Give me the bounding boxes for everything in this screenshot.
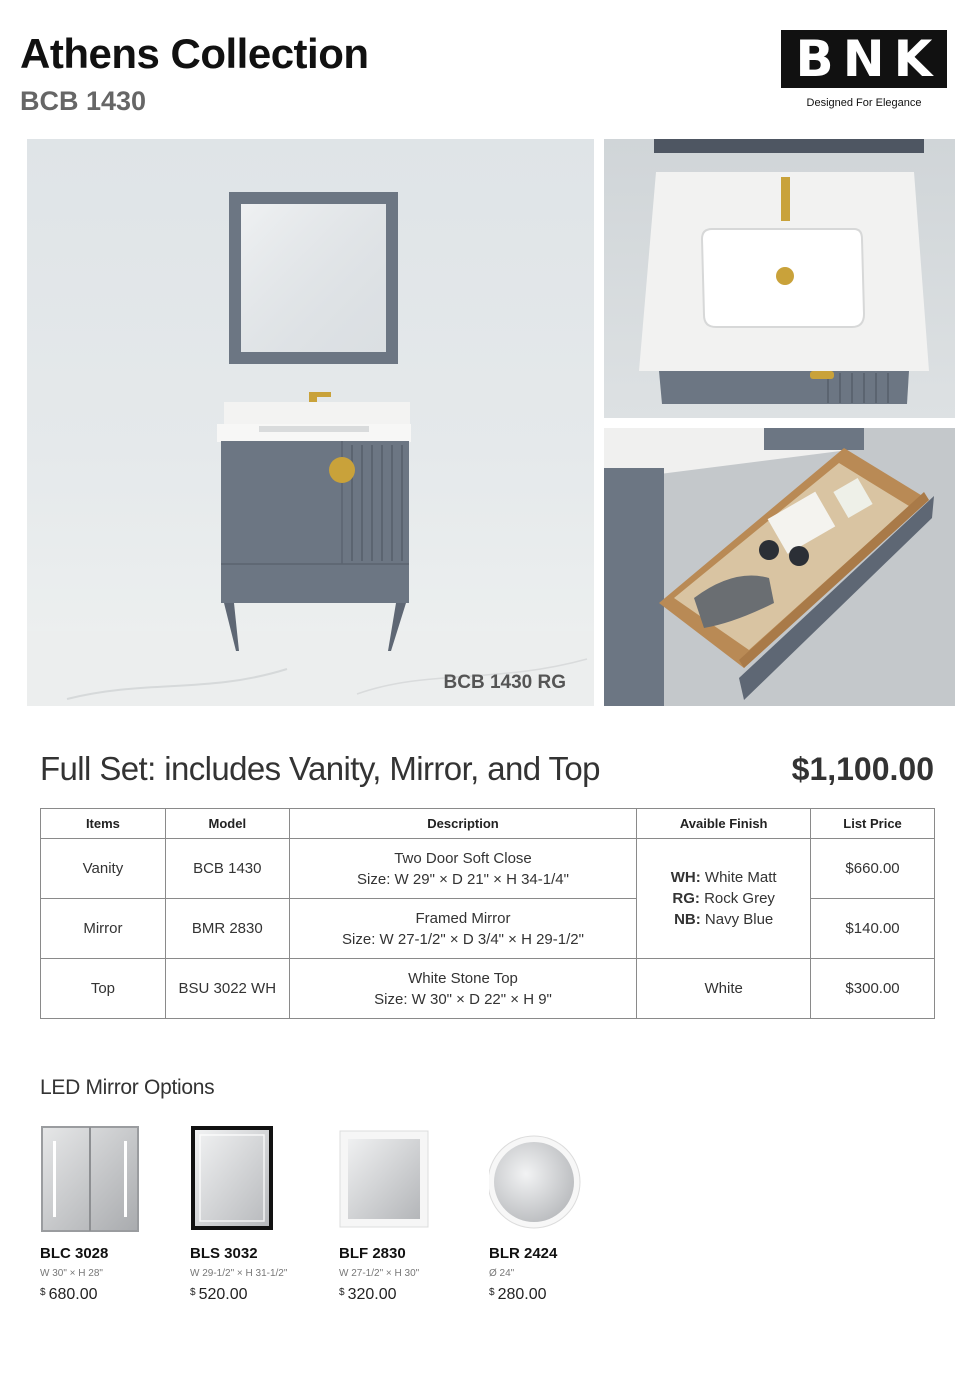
led-price: $ 280.00 <box>489 1286 547 1303</box>
desc-line: White Stone Top <box>408 969 518 987</box>
row-description <box>289 899 637 959</box>
row-item: Top <box>41 959 166 1019</box>
row-item: Mirror <box>41 899 166 959</box>
led-section-title: LED Mirror Options <box>40 1076 215 1099</box>
led-dimensions: W 30" × H 28" <box>40 1268 103 1279</box>
row-model: BSU 3022 WH <box>165 959 289 1019</box>
model-subtitle: BCB 1430 <box>20 86 147 116</box>
led-price: $ 320.00 <box>339 1286 397 1303</box>
row-finish: White <box>637 959 811 1019</box>
table-header-row <box>41 809 935 839</box>
spec-table <box>40 808 935 1019</box>
col-model: Model <box>165 809 289 839</box>
full-set-title: Full Set: includes Vanity, Mirror, and Top <box>40 750 600 787</box>
led-model: BLR 2424 <box>489 1245 558 1262</box>
desc-size: Size: W 29" × D 21" × H 34-1/4" <box>357 870 569 888</box>
finish-nb: NB: Navy Blue <box>674 911 774 928</box>
row-price: $300.00 <box>811 959 935 1019</box>
brand-logo <box>781 30 947 109</box>
door-handle <box>329 457 355 483</box>
row-description <box>289 839 637 899</box>
drain <box>776 267 794 285</box>
logo-letter-n: N <box>842 30 885 88</box>
led-option-blf <box>339 1125 489 1304</box>
logo-mark <box>781 30 947 88</box>
black-frame-led-mirror-image <box>190 1125 340 1233</box>
logo-letter-b: B <box>795 30 834 88</box>
vanity-cabinet <box>221 441 409 603</box>
led-model: BLS 3032 <box>190 1245 258 1262</box>
led-dimensions: W 27-1/2" × H 30" <box>339 1268 420 1279</box>
led-price: $ 680.00 <box>40 1286 98 1303</box>
faucet-top <box>781 177 790 221</box>
finish-wh: WH: White Matt <box>670 869 777 886</box>
col-list-price: List Price <box>811 809 935 839</box>
led-option-blc <box>40 1125 190 1304</box>
full-set-price: $1,100.00 <box>791 751 934 787</box>
col-items: Items <box>41 809 166 839</box>
desc-line: Two Door Soft Close <box>394 849 532 867</box>
row-item: Vanity <box>41 839 166 899</box>
photo-model-label: BCB 1430 RG <box>443 672 566 693</box>
frameless-led-mirror-image <box>339 1125 489 1233</box>
logo-letter-k: K <box>893 30 933 88</box>
finish-options <box>637 839 811 959</box>
round-led-mirror-image <box>489 1125 639 1233</box>
row-description <box>289 959 637 1019</box>
led-model: BLF 2830 <box>339 1245 406 1262</box>
row-model: BMR 2830 <box>165 899 289 959</box>
led-option-bls <box>190 1125 340 1304</box>
finish-rg: RG: Rock Grey <box>672 890 775 907</box>
led-dimensions: Ø 24" <box>489 1268 515 1279</box>
sink-top-photo <box>604 139 955 418</box>
sink-top-illustration <box>604 139 955 418</box>
table-row <box>41 839 935 899</box>
table-row <box>41 959 935 1019</box>
led-dimensions: W 29-1/2" × H 31-1/2" <box>190 1268 288 1279</box>
medicine-cabinet-mirror-image <box>40 1125 190 1233</box>
row-price: $660.00 <box>811 839 935 899</box>
col-finish: Avaible Finish <box>637 809 811 839</box>
logo-tagline: Designed For Elegance <box>806 97 922 109</box>
led-model: BLC 3028 <box>40 1245 109 1262</box>
desc-line: Framed Mirror <box>415 909 511 927</box>
page-title: Athens Collection <box>20 30 369 77</box>
led-option-blr <box>489 1125 639 1304</box>
led-price: $ 520.00 <box>190 1286 248 1303</box>
drawer-illustration <box>604 428 955 706</box>
open-drawer-photo <box>604 428 955 706</box>
vanity-main-photo <box>27 139 594 706</box>
desc-size: Size: W 30" × D 22" × H 9" <box>374 990 552 1008</box>
vanity-scene-illustration <box>27 139 594 706</box>
row-model: BCB 1430 <box>165 839 289 899</box>
col-description: Description <box>289 809 637 839</box>
row-price: $140.00 <box>811 899 935 959</box>
desc-size: Size: W 27-1/2" × D 3/4" × H 29-1/2" <box>342 930 584 948</box>
